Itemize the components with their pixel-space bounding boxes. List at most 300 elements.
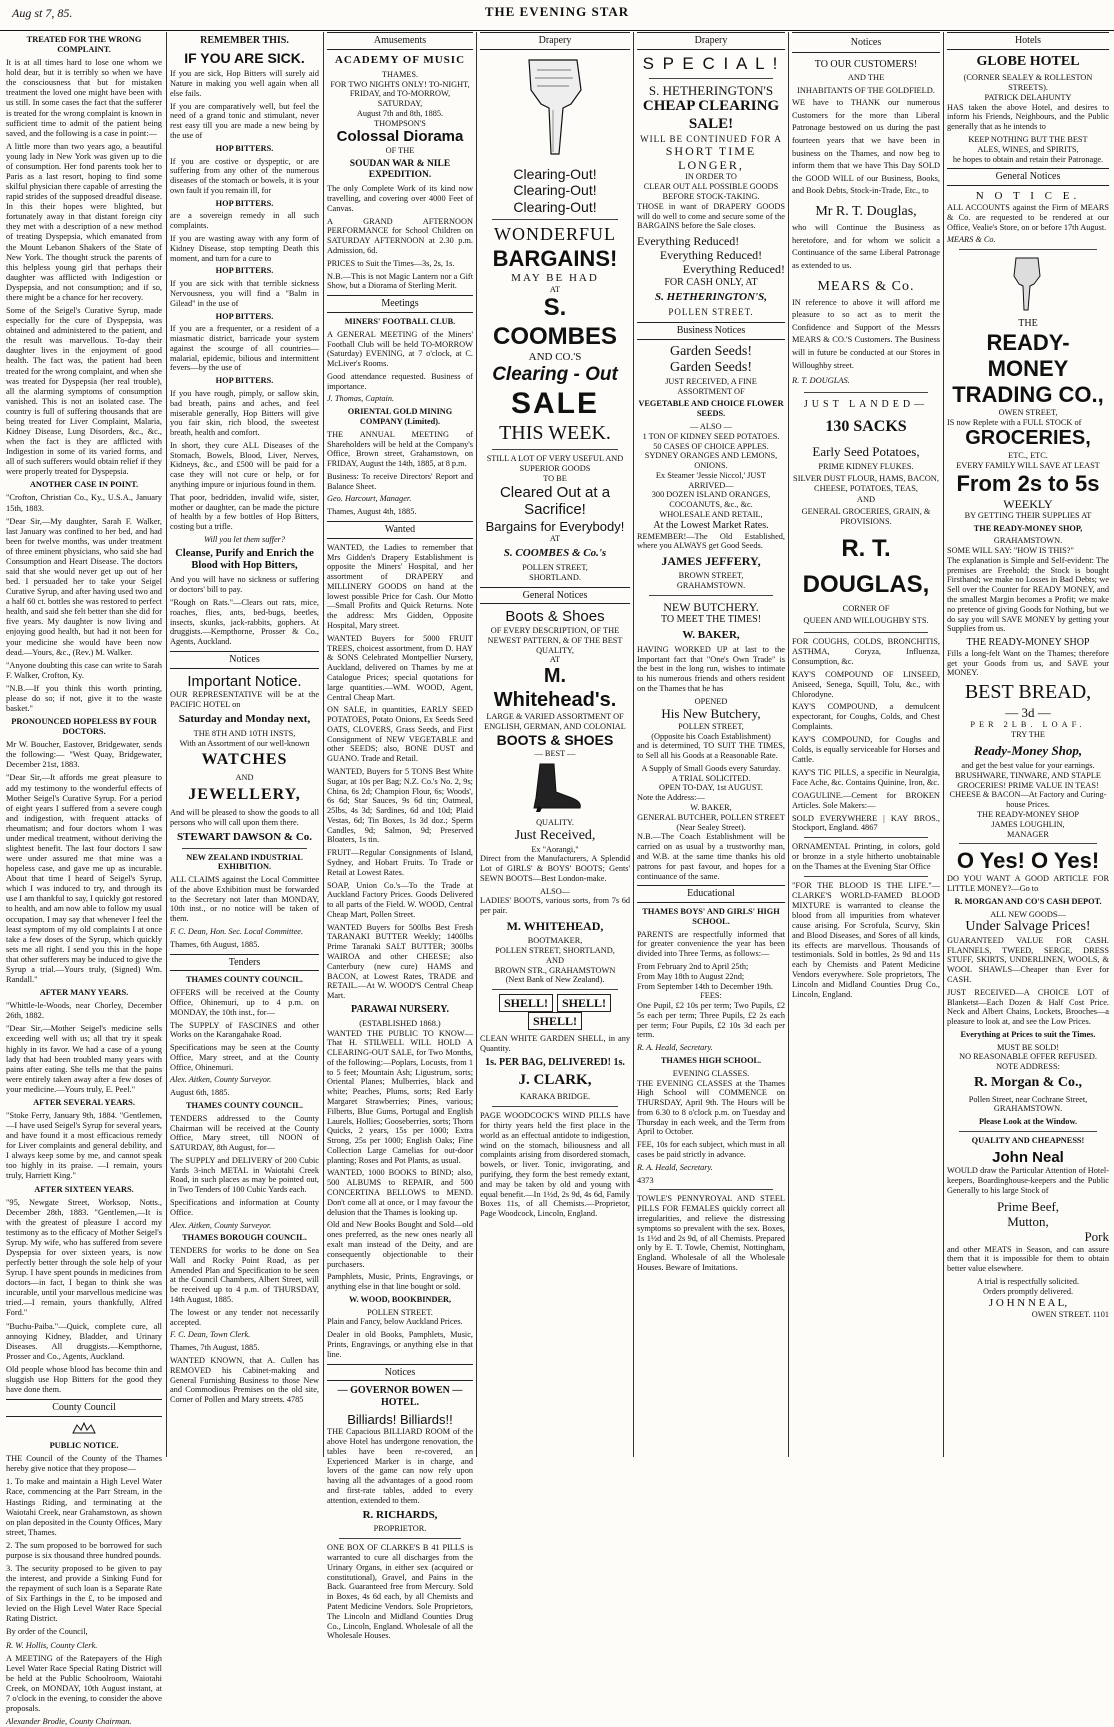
section-header: General Notices: [947, 168, 1109, 186]
ad-text: THE 8TH AND 10TH INSTS,: [193, 728, 296, 738]
notice-title: THAMES BOYS' AND GIRLS' HIGH SCHOOL.: [642, 907, 780, 926]
ad-text: "FOR THE BLOOD IS THE LIFE."—CLARKE'S WORLD-FAMED BLOOD MIXTURE is warranted to cleanse the blood from all impurities from whatever cause arising. For Scrofula, Scurvy, Skin and Blood Diseases, and Sores of all kinds, its effects are marvellous. Thousands of testimonials. Sold in bottles, 2s 9d and 11s each by Chemists and Patent Medicine Vendors everywhere. Sole proprietors, The Lincoln and Midland Counties Drug Co., Lincoln, England.: [792, 881, 940, 1000]
ad-text: TRY THE: [1011, 729, 1045, 739]
ad-headline: Garden Seeds!: [669, 343, 753, 359]
ad-text: MANAGER: [1007, 829, 1049, 839]
notice-text: From May 18th to August 22nd;: [637, 971, 745, 981]
advertiser-name: John Neal: [992, 1148, 1064, 1166]
ad-text: If you are a frequenter, or a resident of a miasmatic district, barricade your system against the scourge of all countries—malarial, epidemic, bilious and intermittent fevers—by the use of: [170, 324, 319, 373]
section-header: Educational: [637, 885, 785, 903]
ad-headline: BEST BREAD,: [964, 681, 1092, 704]
ad-headline: GROCERIES,: [965, 427, 1091, 450]
ad-headline: Clearing - Out: [492, 363, 618, 385]
signature: R. T. DOUGLAS.: [792, 376, 850, 386]
notice-text: From September 14th to December 19th.: [637, 981, 773, 991]
article-text: Mr W. Boucher, Eastover, Bridgewater, sends the following:— "West Quay, Bridgewater, December 21st, 1883.: [6, 740, 162, 770]
article-text: "Buchu-Paiba."—Quick, complete cure, all annoying Kidney, Bladder, and Urinary Diseases. All druggists.—Kempthorne, Prosser and Co., Agents, Auckland.: [6, 1321, 162, 1361]
article-text: "Dear Sir,—Mother Seigel's medicine sells exceeding well with us; all that try it speak highly in its favor. We had a case of a young lady that had been troubled many years with pains after eating. She tells me that the pains were entirely taken away after a few doses of your medicine.—Yours truly, E. Peel.": [6, 1024, 162, 1094]
ad-text: A TRIAL SOLICITED.: [671, 773, 751, 783]
store-name: M. Whitehead's.: [493, 665, 617, 711]
ad-text: PROPRIETOR.: [373, 1524, 427, 1534]
notice-title: ORIENTAL GOLD MINING COMPANY (Limited).: [347, 407, 453, 426]
ad-text: (Next Bank of New Zealand).: [505, 975, 605, 985]
notice-item: 3. The security proposed to be given to pay the interest, and provide a Sinking Fund for the repayment of such loan is a Separate Rate of Six Farthings in the £, to be imposed and levied on the High Level Water Race Special Rating District.: [6, 1564, 162, 1624]
section-header: Business Notices: [637, 322, 785, 340]
ad-text: Note the Address:—: [637, 793, 705, 803]
ad-headline: Billiards! Billiards!!: [347, 1411, 453, 1427]
advertiser-name: R. Morgan & Co.,: [973, 1075, 1083, 1091]
ad-text: GUARANTEED VALUE FOR CASH. FLANNELS, TWEED, SERGE, DRESS STUFF, SKIRTS, UNDERLINEN, WOOLS, & WOOL SHAWLS—Cheaper than Ever for CASH.: [947, 935, 1109, 985]
ad-text: A trial is respectfully solicited.: [976, 1277, 1080, 1287]
ad-text: (Near Sealey Street).: [676, 822, 746, 832]
column-5: [637, 32, 785, 1457]
ad-text: CORNER OF: [842, 603, 890, 613]
ad-text: August 7th and 8th, 1885.: [356, 108, 444, 118]
notice-text: Good attendance requested. Business of importance.: [327, 371, 473, 391]
signature: MEARS & Co.: [947, 235, 996, 245]
article-text: "N.B.—If you think this worth printing, please do so; if not, give it to the waste basket.": [6, 683, 162, 713]
advertiser-name: J. CLARK,: [518, 1071, 592, 1088]
ad-text: KAY'S COMPOUND OF LINSEED, Aniseed, Senega, Squill, Tolu, &c., with Chlorodyne.: [792, 669, 940, 699]
notice-text: Specifications may be seen at the County Office, Mary street, and at the County Office, Ohinemuri.: [170, 1043, 319, 1072]
subheading: PRONOUNCED HOPELESS BY FOUR DOCTORS.: [11, 717, 157, 737]
divider: [804, 632, 928, 633]
notice-text: THE ANNUAL MEETING of Shareholders will be held at the Company's Office, Brown street, Grahamstown, on FRIDAY, August the 14th, 1885, at 8 p.m.: [327, 429, 473, 469]
ad-text: INHABITANTS OF THE GOLDFIELD.: [797, 85, 935, 95]
divider: [649, 78, 773, 79]
classified-ad: WANTED Buyers for 5000 FRUIT TREES, choicest assortment, from D. HAY & SONS Celebrated Montpellier Nursery, Auckland, delivered on Thames by me at Catalogue Prices; special quotations for large quantities.—WM. WOOD, Agent, Central Cheap Mart.: [327, 633, 473, 702]
ad-text: KAY'S COMPOUND, a demulcent expectorant, for Coughs, Colds, and Chest Complaints.: [792, 702, 940, 732]
ad-text: and other MEATS in Season, and can assure them that it is impossible for them to obtain better value elsewhere.: [947, 1244, 1109, 1274]
store-name: READY-MONEY: [986, 330, 1070, 381]
notice-text: By order of the Council,: [6, 1627, 88, 1637]
classified-ad: WANTED THE PUBLIC TO KNOW—That H. STILWELL WILL HOLD A CLEARING-OUT SALE, for Two Months, of the following:—Poplars, Locusts, from 1 to 5 feet; Mountain Ash; Ligustrum, sorts; Oriental Planes; Mulberries, black and white; Peaches, Plums, sorts; Red Early Margaret Strawberries; Pines, various; Filberts, Blue Gums, Portugal and English Laurels, Hollies; Gooseberries, sorts; Thorn Quicks, 2 years, 15s per 1000; Extra Strong, 25s per 1000; English Oaks; Fine Collection Large Camelias for out-door planting; Roses and Pot Plants, as usual.: [327, 1028, 473, 1165]
ad-text: NOTE ADDRESS:: [996, 1062, 1060, 1072]
product-name: HOP BITTERS.: [215, 311, 274, 321]
ad-headline: Clearing-Out!: [513, 165, 597, 182]
ad-text: QUALITY.: [536, 818, 574, 828]
ad-headline: 130 SACKS: [825, 417, 907, 435]
newspaper-title: THE EVENING STAR: [484, 4, 630, 19]
ad-text: ONE BOX OF CLARKE'S B 41 PILLS is warranted to cure all discharges from the Urinary Organs, in either sex (acquired or constitutional), Gravel, and Pains in the Back. Guaranteed free from Mercury. Sold in Boxes, 4s 6d each, by all Chemists and Patent Medicine Vendors. Sole Proprietors, The Lincoln and Midland Counties Drug Co., Lincoln, England. Wholesale of all the Wholesale Houses.: [327, 1543, 473, 1641]
ad-text: STILL A LOT OF VERY USEFUL AND SUPERIOR GOODS: [486, 454, 624, 474]
ad-text: KEEP NOTHING BUT THE BEST: [968, 135, 1088, 144]
section-header: Amusements: [327, 32, 473, 50]
subheading: AFTER SEVERAL YEARS.: [33, 1097, 135, 1107]
advertiser-name: JAMES JEFFERY,: [661, 554, 761, 569]
column-rule: [476, 32, 477, 1457]
ad-text: GENERAL GROCERIES, GRAIN, & PROVISIONS.: [801, 506, 931, 526]
classified-ad: WANTED Buyers for 500lbs Best Fresh TARANAKI BUTTER Weekly; 1400lbs Prime Taranaki SALT BUTTER; 300lbs WAIROA and other CHEESE; also Canterbury (new cure) HAMS and BACON, at Lowest Rates, TRADE and RETAIL.—At W. WOOD'S Central Cheap Mart.: [327, 922, 473, 1001]
advertiser-name: PATRICK DELAHUNTY: [984, 92, 1072, 102]
ad-number: 1101: [1092, 1309, 1109, 1319]
ad-text: OF THE: [385, 146, 415, 156]
notice-text: EVENING CLASSES.: [672, 1068, 750, 1078]
ad-text: THE READY-MONEY SHOP: [976, 809, 1080, 819]
notice-text: FEES:: [700, 991, 722, 1001]
notice-text: ALL ACCOUNTS against the Firm of MEARS & Co. are requested to be rendered at our Office, Vealie's Store, on or before 17th August.: [947, 203, 1109, 232]
store-name: Ready-Money Shop,: [973, 742, 1083, 758]
notice-text: The SUPPLY and DELIVERY of 200 Cubic Yards 3-inch METAL in Waiotahi Creek Road, in such places as may be pointed out, in Two Tenders of 100 Cubic Yards each.: [170, 1155, 319, 1195]
ad-text: — BEST —: [534, 748, 576, 758]
ad-text: Saturday and Monday next,: [178, 712, 311, 725]
ad-headline: SHELL!: [557, 994, 611, 1012]
ad-text: A GRAND AFTERNOON PERFORMANCE for School Children on SATURDAY AFTERNOON at 2.30 p.m. Admission, 6d.: [327, 216, 473, 256]
ad-text: Orders promptly delivered.: [982, 1286, 1074, 1296]
ad-text: PRIME KIDNEY FLUKES.: [818, 462, 914, 472]
ad-headline: His New Butchery,: [661, 706, 761, 722]
section-header: Hotels: [947, 32, 1109, 50]
ad-headline: Mutton,: [1007, 1214, 1049, 1230]
product-name: HOP BITTERS.: [215, 198, 274, 208]
notice-text: THE EVENING CLASSES at the Thames High School will COMMENCE on THURSDAY, April 9th. The Hours will be from 6.30 to 8 o'clock p.m. on Tuesday and Thursday in each week, and the Term from April to October.: [637, 1078, 785, 1137]
ad-text: At the Lowest Market Rates.: [653, 519, 769, 531]
article-text: "Dear Sir,—It affords me great pleasure to add my testimony to the wonderful effects of Mother Seigel's Curative Syrup. For a period of eight years I suffered from a severe cough and indigestion, with frequent attacks of rheumatism; and four doctors whom I was under medical treatment, without deriving the slightest benefit. The last four doctors I saw were under assured me that mine was a hopeless case, and gave me up as incurable. About that time I heard of Seigel's Syrup, which I was induced to try, and through its use I am thankful to say, I quickly got restored to health, and am now able to follow my usual occupation. I may say that whenever I feel the least symptom of my old complaints I at once take a few doses of the Syrup, which quickly sets me all right. I send you this in the hope that other sufferers may be induced to give the Syrup a trial.—Yours truly, (Signed) Wm. Randall.": [6, 773, 162, 985]
ad-text: The only Complete Work of its kind now travelling, and covering over 4000 Feet of Canvas.: [327, 184, 473, 213]
advertiser-name: JAMES LOUGHLIN,: [991, 819, 1065, 829]
ad-text: PRICES to Suit the Times—3s, 2s, 1s.: [327, 258, 455, 268]
divider: [804, 392, 928, 393]
ad-text: WILL BE CONTINUED FOR A: [640, 133, 782, 144]
ad-text: GENERAL BUTCHER, POLLEN STREET: [637, 812, 785, 822]
ad-text: If you are wasting away with any form of Kidney Disease, stop tempting Death this moment, and turn for a cure to: [170, 234, 319, 263]
ad-headline: TO MEET THE TIMES!: [660, 614, 762, 625]
classified-ad: Old and New Books Bought and Sold—old ones preferred, as the new ones nearly all exalt man instead of the Deity, and are consequently objectionable to their purchasers.: [327, 1220, 473, 1269]
ad-text: OWEN STREET,: [998, 407, 1058, 417]
ad-slogan: Everything at Prices to suit the Times.: [960, 1029, 1096, 1039]
signature: F. C. Dean, Hon. Sec. Local Committee.: [170, 927, 304, 937]
shell-banner: [480, 994, 630, 1030]
advertiser-name: Mr R. T. Douglas,: [815, 204, 917, 220]
notice-text: Specifications and information at County Office.: [170, 1198, 319, 1217]
ad-slogan: Everything Reduced!: [637, 234, 740, 249]
ad-text: AND THE: [847, 73, 885, 82]
ad-headline: BOOTS & SHOES: [496, 731, 614, 748]
ad-headline: WONDERFUL: [494, 224, 616, 245]
ad-headline: Under Salvage Prices!: [965, 919, 1091, 935]
column-rule: [788, 32, 789, 1457]
article-text: Old people whose blood has become thin and sluggish use Hop Bitters for the good they have done them.: [6, 1364, 162, 1394]
ad-text: N.B.—The Coach Establishment will be carried on as usual by a trustworthy man, and W.B. at the same time thanks his old patrons for past favour, and hopes for a continuance of the same.: [637, 832, 785, 881]
ad-text: SYDNEY ORANGES AND LEMONS, ONIONS.: [644, 451, 778, 471]
column-rule: [943, 32, 944, 1457]
article-text: "Dear Sir,—My daughter, Sarah F. Walker, last January was confined to her bed, and had been for twelve months, was under treatment of three eminent physicians, who said she had Consumption and Heart Disease. The doctors said that she would never get up out of her bed. I persuaded her to take your Seigel Curative Syrup, and after having used two and a half 60 ct. bottles she was restored to perfect health, and said she felt better than she did for five years. My daughter is now living and enjoying good health, but had it not been for your medicine she would have been now dead.—Yours, &c., (Rev.) M. Walker.: [6, 516, 162, 657]
notice-text: Business: To receive Directors' Report and Balance Sheet.: [327, 471, 473, 491]
store-name: S. HETHERINGTON'S,: [655, 291, 767, 304]
notice-text: OFFERS will be received at the County Office, Ohinemuri, up to 4 p.m. on MONDAY, the 10th inst., for—: [170, 988, 319, 1017]
ad-text: Fills a long-felt Want on the Thames; therefore get your Goods from us, and SAVE your MONEY.: [947, 648, 1109, 678]
ad-text: (Opposite his Coach Establishment): [651, 731, 771, 741]
ad-slogan: Cleanse, Purify and Enrich the Blood with Hop Bitters,: [175, 547, 314, 572]
advertiser-name: J O H N N E A L,: [988, 1296, 1068, 1309]
advertiser-name: STEWART DAWSON & Co.: [176, 830, 313, 843]
article-text: "95, Newgate Street, Worksop, Notts., December 28th, 1883. "Gentlemen,—It is with the greatest of pleasure I accord my testimony as to the efficacy of Mother Seigel's Syrup. My wife, who has suffered from severe Dyspepsia for over sixteen years, is now perfectly better through the sole help of your Syrup. I have spent pounds in medicines from doctors—in fact, I began to think she was incurable, until your marvellous medicine was tried.—I remain, yours thankfully, Alfred Ford.": [6, 1197, 162, 1318]
signature: R. A. Heald, Secretary.: [637, 1043, 713, 1053]
ad-text: ETC., ETC.: [1008, 451, 1048, 461]
column-rule: [166, 32, 167, 1457]
notice-text: A GENERAL MEETING of the Miners' Football Club will be held TO-MORROW (Saturday) EVENING, at 7 o'clock, at C. McLiver's Rooms.: [327, 329, 473, 369]
ad-text: SOME WILL SAY: "HOW IS THIS?": [947, 546, 1074, 556]
notice-text: FEE, 10s for each subject, which must in all cases be paid strictly in advance.: [637, 1140, 785, 1160]
article-text: "Crofton, Christian Co., Ky., U.S.A., January 15th, 1883.: [6, 493, 162, 513]
ad-text: GRAHAMSTOWN.: [993, 536, 1063, 546]
notice-text: ALL CLAIMS against the Local Committee of the above Exhibition must be forwarded to the Secretary not later than MONDAY, 10th inst., or no notice will be taken of them.: [170, 875, 319, 924]
column-rule: [323, 32, 324, 1457]
section-header: County Council: [6, 1399, 162, 1417]
ad-text: HAS taken the above Hotel, and desires to inform his Friends, Neighbours, and the Public generally that as he intends to: [947, 102, 1109, 132]
ad-text: BY GETTING THEIR SUPPLIES AT: [964, 510, 1092, 520]
ad-text: Ex "Aorangi,": [531, 844, 579, 854]
notice-title: THAMES COUNTY COUNCIL.: [185, 1100, 303, 1110]
ad-text: JUST RECEIVED—A CHOICE LOT of Blanketst—Each Dozen & Half Cost Price. Neck and Albert Chains, Lockets, Brooches—a pleasure to look at, and see the Low Prices.: [947, 987, 1109, 1027]
ad-text: If you are costive or dyspeptic, or are suffering from any other of the numerous diseases of the stomach or bowels, it is your own fault if you remain ill, for: [170, 156, 319, 195]
ad-headline: SHORT TIME LONGER,: [665, 144, 757, 173]
product-name: HOP BITTERS.: [215, 143, 274, 153]
section-header: Meetings: [327, 295, 473, 313]
ad-slogan: Please Look at the Window.: [978, 1117, 1078, 1127]
divider: [492, 449, 618, 450]
notice-title: THAMES HIGH SCHOOL.: [660, 1056, 762, 1066]
ad-headline: O Yes! O Yes!: [956, 848, 1100, 874]
ad-text: POLLEN STREET, SHORTLAND,: [495, 945, 615, 955]
ad-text: If you are comparatively well, but feel the need of a grand tonic and stimulant, never rest easy till you are made a new being by the use of: [170, 101, 319, 140]
ad-text: — ALSO —: [690, 421, 732, 431]
ad-text: ALES, WINES, and SPIRITS,: [977, 144, 1079, 154]
divider: [492, 219, 618, 220]
section-header: Wanted: [327, 521, 473, 539]
ad-text: IS now Replete with a FULL STOCK of: [947, 417, 1082, 427]
signature: Alexander Brodie, County Chairman.: [6, 1717, 132, 1727]
column-rule: [633, 32, 634, 1457]
ad-headline: Early Seed Potatoes,: [812, 443, 920, 459]
article-text: "Stoke Ferry, January 9th, 1884. "Gentlemen,—I have used Seigel's Syrup for several years, and have found it a most efficacious remedy for Liver complaints and general debility, and I always keep some by me, and cannot speak too highly in its praise. —I remain, yours truly, Harriett King.": [6, 1110, 162, 1181]
ad-text: VEGETABLE AND CHOICE FLOWER SEEDS.: [638, 399, 784, 419]
section-header: Drapery: [480, 32, 630, 50]
ad-text: THOSE in want of DRAPERY GOODS will do well to come and secure some of the BARGAINS before the Sale closes.: [637, 201, 785, 231]
store-name: R. MORGAN AND CO'S CASH DEPOT.: [954, 896, 1102, 906]
ad-text: QUEEN AND WILLOUGHBY STS.: [803, 616, 929, 626]
notice-title: MINERS' FOOTBALL CLUB.: [344, 316, 456, 326]
ad-text: Will you let them suffer?: [203, 534, 286, 544]
ad-headline: THIS WEEK.: [499, 421, 611, 444]
ad-headline: WEEKLY: [1003, 496, 1053, 511]
ad-slogan: Bargains for Everybody!: [485, 518, 625, 534]
divider: [339, 1538, 461, 1539]
ad-text: NO REASONABLE OFFER REFUSED.: [959, 1052, 1097, 1062]
column-1: [6, 32, 162, 1727]
classified-ad: WANTED, 1000 BOOKS to BIND; also, 500 ALBUMS to REPAIR, and 500 CONCERTINA BELLOWS to MEND. Don't come all at once, or I may favour the delusion that the Thames is looking up.: [327, 1168, 473, 1217]
divider: [649, 595, 773, 596]
ad-text: DO YOU WANT A GOOD ARTICLE FOR LITTLE MONEY?—Go to: [947, 874, 1109, 894]
ad-text: 300 DOZEN ISLAND ORANGES, COCOANUTS, &c., &c.: [651, 490, 771, 510]
ad-text: In short, they cure ALL Diseases of the Stomach, Bowels, Blood, Liver, Nerves, Kidneys, &c., and £500 will be paid for a case they will not cure or help, or for anything impure or injurious found in them.: [170, 440, 319, 489]
divider: [649, 1189, 773, 1190]
ad-text: CHEESE & BACON—At Factory and Curing-house Prices.: [949, 790, 1107, 810]
ad-headline: Boots & Shoes: [505, 608, 605, 626]
issue-date: Aug st 7, 85.: [12, 6, 73, 20]
ad-text: 1s. PER BAG, DELIVERED! 1s.: [485, 1056, 625, 1068]
ad-headline: NEW BUTCHERY.: [663, 599, 759, 614]
subheading: AFTER MANY YEARS.: [39, 988, 129, 998]
ad-text: Ex Steamer 'Jessie Niccol,' JUST ARRIVED—: [655, 470, 767, 490]
advertiser-name: W. BAKER,: [682, 628, 740, 641]
section-header: General Notices: [480, 587, 630, 605]
venue-name: ACADEMY OF MUSIC: [334, 53, 466, 66]
ad-headline: Pork: [1084, 1229, 1109, 1245]
ad-text: SHORTLAND.: [529, 572, 581, 582]
signature: Alex. Aitken, County Surveyor.: [170, 1075, 272, 1085]
ad-headline: Garden Seeds!: [669, 360, 753, 376]
advertiser-name: R. T. DOUGLAS,: [802, 534, 930, 598]
section-header: Tenders: [170, 954, 319, 972]
classified-ad: WANTED, Buyers for 5 TONS Best White Sugar, at 10s per Bag; N.Z. Co.'s No. 2, 9s; China, 6s 2d; Champion Flour, 6s; Woods', 6s 6d; Star Sauces, 9s 6d tin; Oatmeal, 25lbs, 4s 3d; Sardines, 6d and 10d; Plaid Vestas, 6d; Tin Boxes, 1s 3d doz.; Sperm Candles, 9d; Salmon, 9d; Preserved Bloaters, 1s tin.: [327, 766, 473, 845]
section-header: Notices: [170, 651, 319, 669]
ad-text: BROWN STREET,: [678, 571, 744, 581]
notice-text: The SUPPLY of FASCINES and other Works on the Karangahake Road.: [170, 1020, 319, 1040]
ad-headline: Clearing-Out!: [513, 198, 597, 215]
ad-text: AND: [235, 773, 254, 783]
ad-headline: JEWELLERY,: [188, 786, 301, 804]
ad-text: And will be pleased to show the goods to all persons who will call upon them there.: [170, 808, 319, 827]
signature: Geo. Harcourt, Manager.: [327, 494, 412, 504]
classified-ad: ON SALE, in quantities, EARLY SEED POTATOES, Potato Onions, Ex Seeds Seed OATS, CLOVERS, Grass Seeds, and First Consignment of NEW VEGETABLE and other SEEDS; also, BONE DUST and GUANO. Trade and Retail.: [327, 705, 473, 764]
boot-icon: [526, 762, 584, 814]
ad-text: GRAHAMSTOWN.: [676, 581, 746, 591]
ad-text: who will Continue the Business as heretofore, and for whom we solicit a Continuance of the same Liberal Patronage as extended to us.: [792, 223, 940, 270]
ad-text: If you are sick, Hop Bitters will surely aid Nature in making you well again when all else fails.: [170, 69, 319, 98]
ad-text: THE Capacious BILLIARD ROOM of the above Hotel has undergone renovation, the tables have been re-covered, an Experienced Marker is in charge, and lovers of the game can now rely upon having all the advantages of a good room and first-rate tables, added to every attention, extended to them.: [327, 1427, 473, 1505]
notice-text: PARENTS are respectfully informed that for greater convenience the year has been divided into Three Terms, as follows:—: [637, 929, 785, 959]
ad-text: POLLEN STREET.: [367, 1307, 433, 1317]
classified-ad: Pamphlets, Music, Prints, Engravings, or anything else in that line bought or sold.: [327, 1272, 473, 1292]
ad-text: MUST BE SOLD!: [996, 1042, 1060, 1052]
ad-number: 4373: [637, 1175, 654, 1185]
ad-text: OPEN TO-DAY, 1st AUGUST.: [659, 783, 763, 793]
ad-text: (CORNER SEALEY & ROLLESTON STREETS).: [963, 73, 1093, 93]
article-text: It is at all times hard to lose one whom we hold dear, but it is terribly so when we have the consciousness that but for mistaken treatment the loved one might have been with us still. In some cases the fact that the sufferer is treated for the wrong complaint is known in sufficient time to admit of the patient being saved, and the following is a case in point:—: [6, 58, 162, 138]
ad-text: LADIES' BOOTS, various sorts, from 7s 6d per pair.: [480, 896, 630, 916]
ad-slogan: Everything Reduced!: [659, 248, 763, 263]
ad-text: REMEMBER!—The Old Established, where you ALWAYS get Good Seeds.: [637, 531, 785, 551]
ad-text: he hopes to obtain and retain their Patronage.: [952, 154, 1104, 164]
ad-text: THE READY-MONEY SHOP: [966, 637, 1090, 649]
ad-text: are a sovereign remedy in all such complaints.: [170, 211, 319, 231]
pointing-hand-icon: [1008, 256, 1048, 312]
ad-text: IN ORDER TO: [685, 172, 737, 182]
signature: F. C. Dean, Town Clerk.: [170, 1330, 251, 1340]
masthead: [0, 0, 1114, 31]
ad-text: CLEAR OUT ALL POSSIBLE GOODS BEFORE STOCK-TAKING.: [643, 182, 779, 202]
ad-text: KAY'S TIC PILLS, a specific in Neuralgia, Face Ache, &c. Contains Quinine, Iron, &c.: [792, 767, 940, 787]
ad-headline: TO OUR CUSTOMERS!: [814, 59, 918, 70]
divider: [959, 249, 1097, 250]
ad-text: THAMES.: [381, 69, 419, 79]
column-7: [947, 32, 1109, 1457]
ad-text: THOMPSON'S: [374, 118, 426, 128]
ad-headline: REMEMBER THIS.: [200, 35, 289, 46]
ad-text: (ESTABLISHED 1868.): [359, 1018, 441, 1028]
subheading: ANOTHER CASE IN POINT.: [29, 480, 139, 490]
hotel-name: — GOVERNOR BOWEN — HOTEL.: [337, 1385, 463, 1409]
advertiser-name: MEARS & Co.: [817, 278, 915, 294]
ad-text: Plain and Fancy, below Auckland Prices.: [327, 1317, 463, 1327]
ad-text: WHOLESALE AND RETAIL,: [659, 509, 763, 519]
ad-text: BOOTMAKER,: [527, 936, 583, 946]
ad-text: MAY BE HAD: [511, 271, 599, 284]
ad-text: LARGE & VARIED ASSORTMENT OF ENGLISH, GERMAN, AND COLONIAL: [484, 712, 626, 732]
ad-text: Direct from the Manufacturers, A Splendid Lot of GIRLS' & BOYS' BOOTS; Gents' SEWN BOOTS—Best London-make.: [480, 854, 630, 883]
ad-text: AT: [549, 284, 561, 294]
article-text: Some of the Seigel's Curative Syrup, made especially for the cure of Dyspepsia, was obtained and administered to the patient, and the result was marvellous. To-day their daughter lives in the enjoyment of good health. The fact was, the patient had been treated for the wrong complaint, and when she was treated for Dyspepsia (her real trouble), all the alarming symptoms of consumption vanished. This is not an isolated case. The country is full of suffering thousands that are being treated for Liver Complaint, Malaria, Kidney Disease, Lung Disorders, &c., &c., when the fact is they are afflicted with Indigestion in some of its varied forms, and all of such sufferers would obtain relief if they were properly treated for Dyspepsia.: [6, 306, 162, 477]
notice-text: TENDERS for works to be done on Sea Wall and Rocky Point Road, as per Amended Plan and Specification to be seen at the Council Chambers, Albert Street, will be received up to 4 p.m. of THURSDAY, 14th August, 1885.: [170, 1246, 319, 1305]
divider: [182, 848, 307, 849]
headline: TREATED FOR THE WRONG COMPLAINT.: [26, 35, 142, 55]
product-name: HOP BITTERS.: [215, 266, 274, 276]
ad-text: FOR CASH ONLY, AT: [664, 276, 758, 288]
ad-headline: QUALITY AND CHEAPNESS!: [971, 1135, 1085, 1145]
ad-text: THE: [1018, 318, 1038, 330]
ad-text: If you have rough, pimply, or sallow skin, bad breath, pains and aches, and feel miserable generally, Hop Bitters will give you fair skin, rich blood, the sweetest breath, health and comfort.: [170, 388, 319, 438]
ad-text: AT: [549, 655, 561, 665]
column-4: [480, 32, 630, 1457]
section-header: Notices: [792, 32, 940, 53]
notice-title: NEW ZEALAND INDUSTRIAL EXHIBITION.: [186, 852, 303, 872]
store-name: S. COOMBES: [492, 294, 617, 350]
ad-text: FOR COUGHS, COLDS, BRONCHITIS, ASTHMA, Coryza, Influenza, Consumption, &c.: [792, 637, 940, 666]
advertiser-name: M. WHITEHEAD,: [506, 919, 604, 934]
signature: Alex. Aitken, County Surveyor.: [170, 1220, 272, 1230]
crest-icon: [6, 1421, 162, 1438]
store-name: TRADING CO.,: [952, 381, 1104, 407]
article-text: A little more than two years ago, a beautiful young lady in New York was given up to die of consumption. Her fond parents took her to Paris as a last resort, hoping to find some skilful physician there capable of arresting the rapid strides of the supposed dreadful disease. In this their hopes were blighted, but fortunately away in that distant foreign city they met with a description of a new method of treating Dyspepsia, which emanated from the Mount Lebanon Shakers of the State of New York. The thought struck the parents of this helpless young girl that perhaps their daughter was afflicted with Indigestion or Dyspepsia, and not consumption; and if so, there might be a chance for her recovery.: [6, 141, 162, 302]
store-name: S. HETHERINGTON'S: [648, 82, 774, 98]
product-name: HOP BITTERS.: [215, 376, 274, 386]
divider: [959, 1131, 1097, 1132]
ad-text: OF EVERY DESCRIPTION, OF THE NEWEST PATTERN, & OF THE BEST QUALITY,: [487, 626, 623, 655]
ad-text: JUST LANDED—: [803, 398, 929, 410]
ad-text: BRUSHWARE, TINWARE, AND STAPLE GROCERIES! PRIME VALUE IN TEAS!: [955, 770, 1101, 790]
ad-headline: BARGAINS!: [492, 245, 618, 271]
signature: J. Thomas, Captain.: [327, 394, 395, 404]
notice-text: From February 2nd to April 25th;: [637, 961, 749, 971]
ad-text: "Rough on Rats."—Clears out rats, mice, roaches, flies, ants, bed-bugs, beetles, insects, skunks, jack-rabbits, gophers. At druggists.—Kempthorne, Prosser & Co., Agents, Auckland.: [170, 598, 319, 647]
ad-text: KAY'S COMPOUND, for Coughs and Colds, is equally serviceable for Horses and Cattle.: [792, 735, 940, 765]
ad-text: SOLD EVERYWHERE | KAY BROS., Stockport, England. 4867: [792, 813, 940, 833]
ad-text: The explanation is Simple and Self-evident: The premises are Freehold; the Stock is bought Firsthand; we make no Losses in Bad Debts; we Sell over the Counter for READY MONEY, and the smallest Margin becomes a Profit; we make no pretence of giving Goods for Nothing, but we do say you will SAVE MONEY by getting your Supplies from us.: [947, 555, 1109, 634]
ad-headline: WATCHES: [201, 751, 288, 769]
ad-text: WOULD draw the Particular Attention of Hotel-keepers, Boardinghouse-keepers and the Public Generally to his large Stock of: [947, 1166, 1109, 1195]
column-2: [170, 32, 319, 1457]
notice-title: THAMES COUNTY COUNCIL.: [185, 975, 303, 985]
notice-text: THE Council of the County of the Thames hereby give notice that they propose—: [6, 1454, 162, 1474]
ad-headline: Cleared Out at a Sacrifice!: [499, 483, 611, 519]
ad-text: FOR TWO NIGHTS ONLY! TO-NIGHT, FRIDAY, and TO-MORROW, SATURDAY,: [330, 79, 470, 109]
notice-text: The lowest or any tender not necessarily accepted.: [170, 1307, 319, 1327]
subheading: AFTER SIXTEEN YEARS.: [34, 1184, 134, 1194]
ad-text: COAGULINE.—Cement for BROKEN Articles. Sole Makers:—: [792, 790, 940, 810]
advertiser-name: R. RICHARDS,: [362, 1508, 438, 1521]
ad-text: 50 CASES OF CHOICE APPLES.: [653, 441, 769, 451]
ad-text: WE have to THANK our numerous Customers for the more than Liberal Patronage bestowed on us during the past fourteen years that we have been in business on the Thames, and now beg to inform them that we have This Day SOLD the GOOD WILL of our Business, Books, and Book Debts, Stock-in-Trade, Etc., to: [792, 98, 940, 196]
section-header: Drapery: [637, 32, 785, 50]
hotel-name: GLOBE HOTEL: [976, 53, 1080, 69]
ad-text: POLLEN STREET.: [668, 307, 754, 318]
ad-text: ORNAMENTAL Printing, in colors, gold or bronze in a style hitherto unobtainable on the Thames at the Evening Star Office: [792, 842, 940, 872]
ad-text: ALL NEW GOODS—: [990, 909, 1066, 919]
divider: [804, 876, 928, 877]
ad-text: Pollen Street, near Cochrane Street, GRAHAMSTOWN.: [968, 1094, 1088, 1114]
signature: R. W. Hollis, County Clerk.: [6, 1640, 98, 1650]
